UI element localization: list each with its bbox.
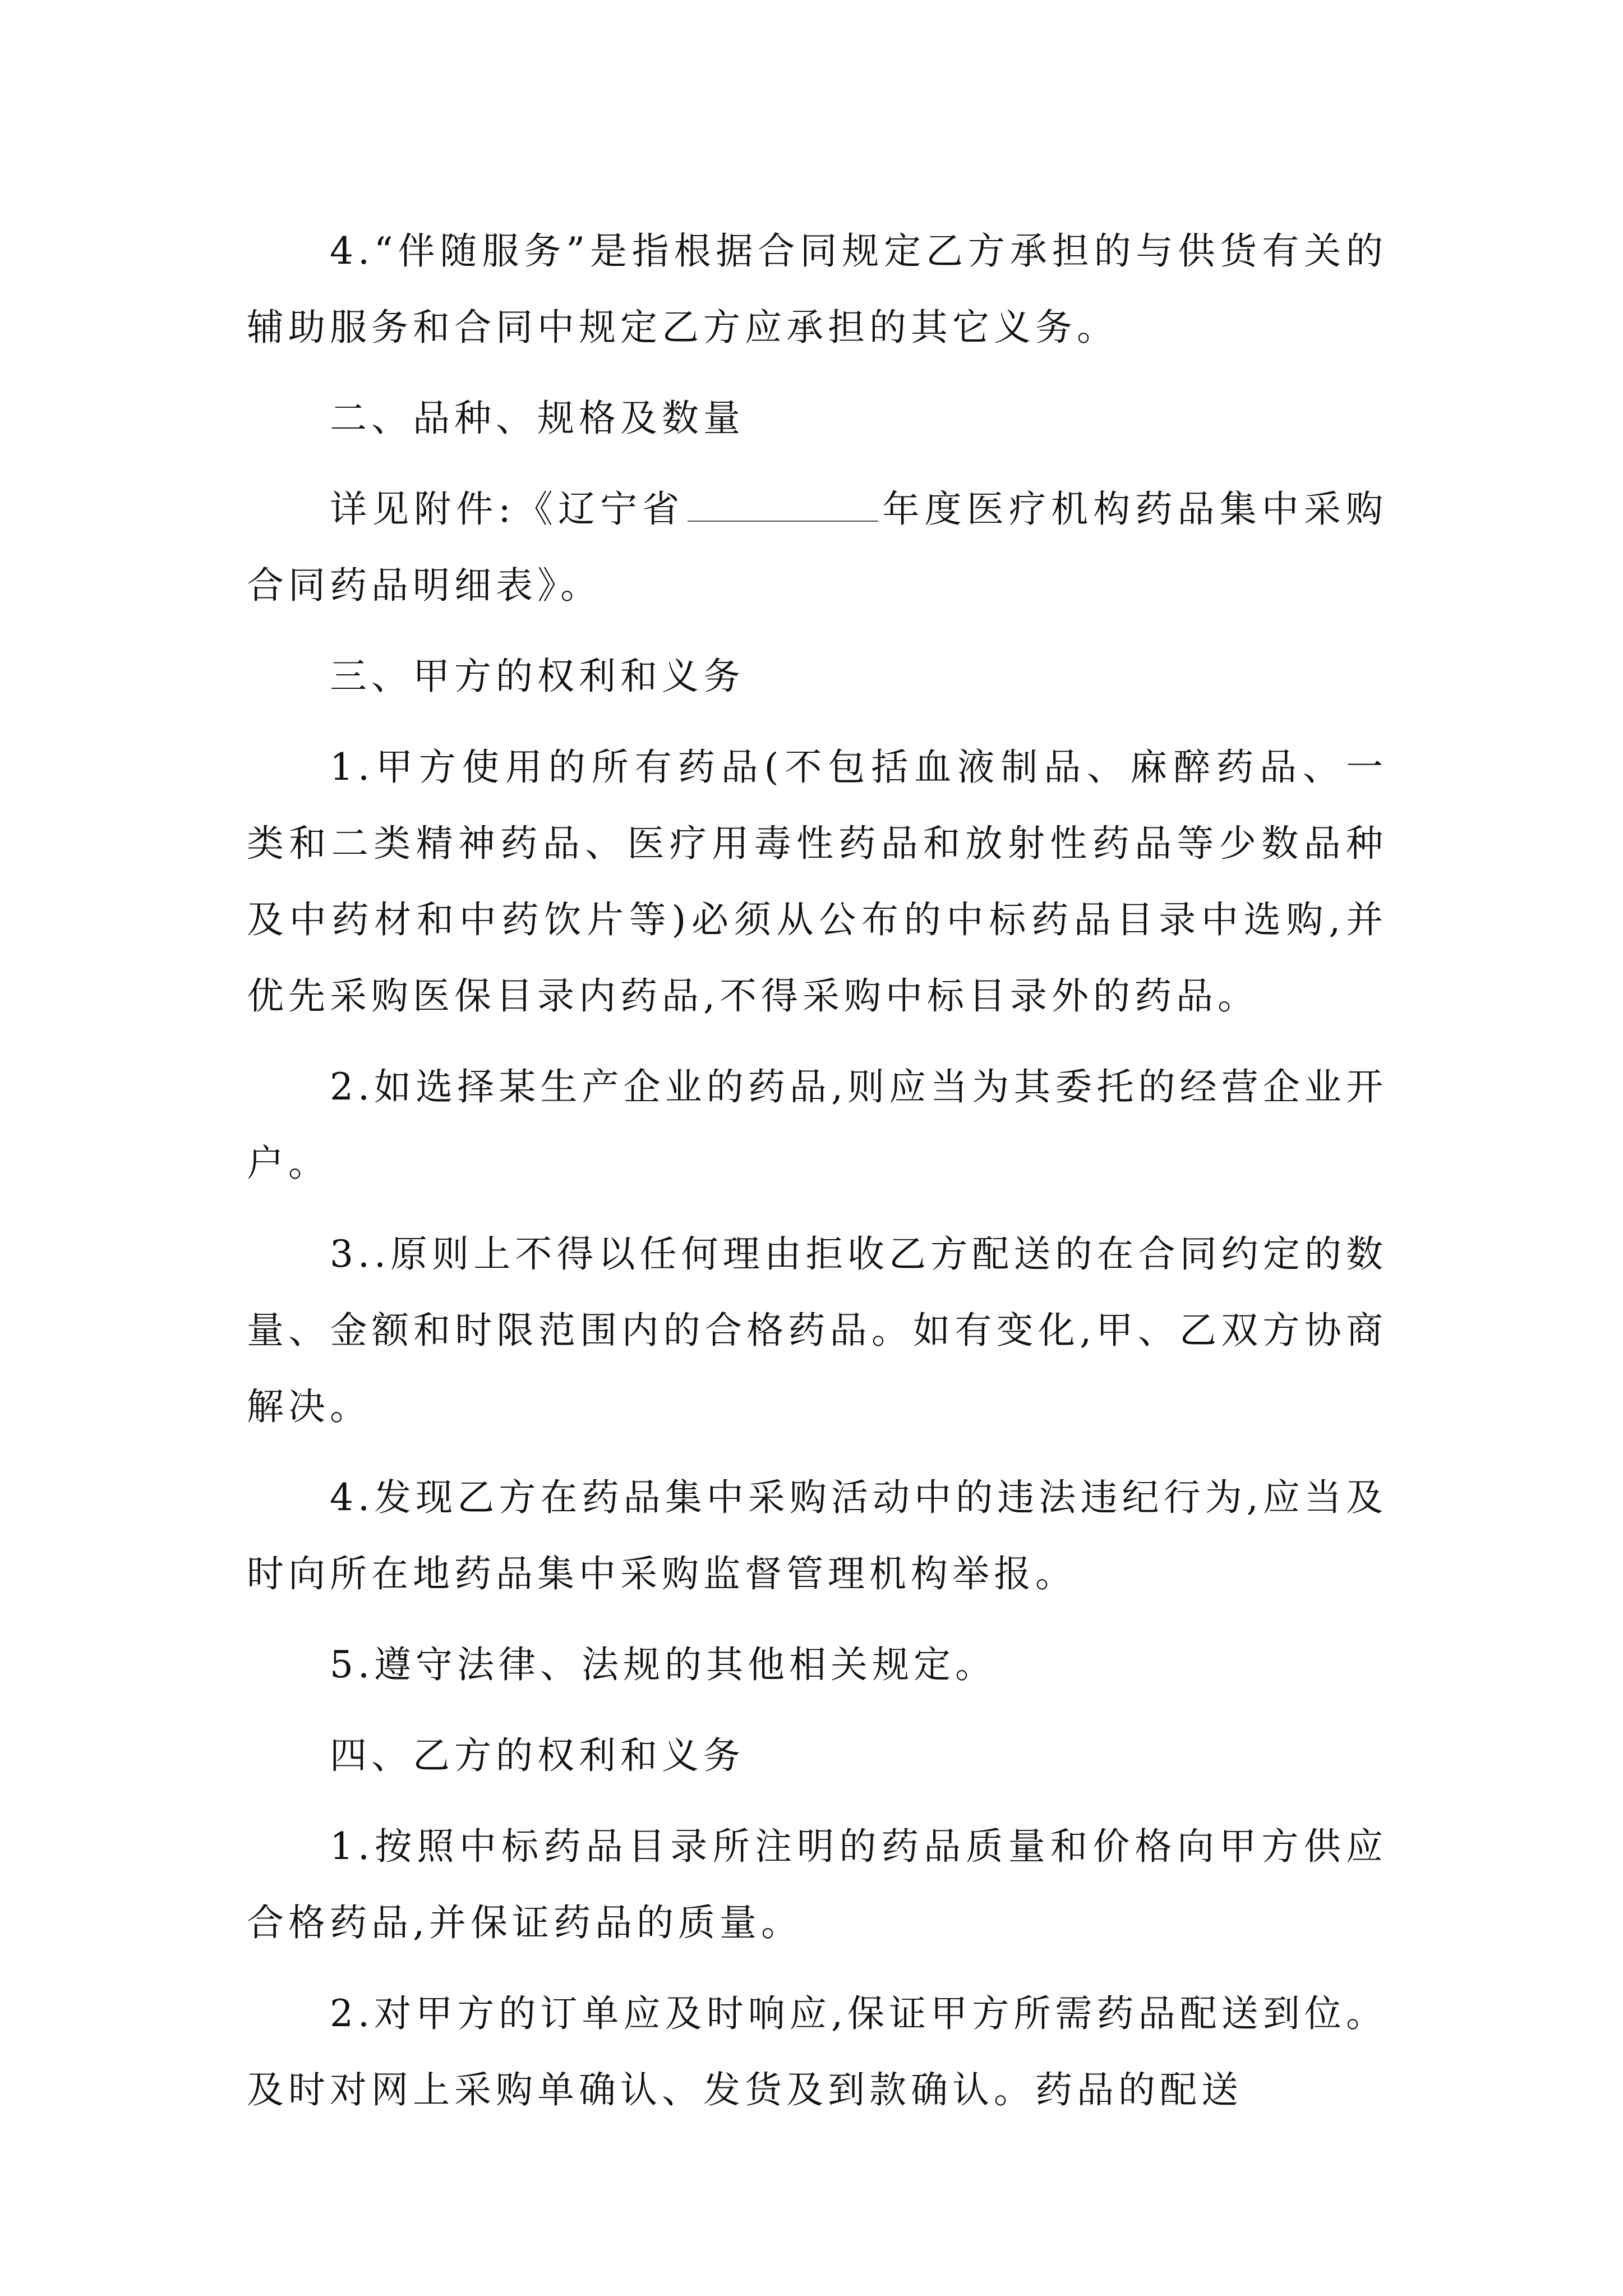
year-blank-line <box>688 516 878 522</box>
attachment-text-before: 详见附件:《辽宁省 <box>330 487 685 531</box>
paragraph-party-a-item-4: 4.发现乙方在药品集中采购活动中的违法违纪行为,应当及时向所在地药品集中采购监督管理机构举报。 <box>247 1476 1387 1595</box>
paragraph-accompanying-services: 4.“伴随服务”是指根据合同规定乙方承担的与供货有关的辅助服务和合同中规定乙方应承担的其它义务。 <box>247 229 1387 349</box>
paragraph-party-a-item-1: 1.甲方使用的所有药品(不包括血液制品、麻醉药品、一类和二类精神药品、医疗用毒性药品和放射性药品等少数品种及中药材和中药饮片等)必须从公布的中标药品目录中选购,并优先采购医保目录内药品,不得采购中标目录外的药品。 <box>247 746 1387 1018</box>
paragraph-party-a-item-5: 5.遵守法律、法规的其他相关规定。 <box>330 1643 997 1686</box>
paragraph-party-b-item-2: 2.对甲方的订单应及时响应,保证甲方所需药品配送到位。及时对网上采购单确认、发货及到款确认。药品的配送 <box>247 1992 1387 2111</box>
attachment-text-after: 年度医疗机构药品集中采购合同药品明细表》。 <box>247 487 1387 607</box>
section-heading-party-a-rights: 三、甲方的权利和义务 <box>330 655 745 698</box>
document-body <box>247 213 1387 2128</box>
section-heading-party-b-rights: 四、乙方的权利和义务 <box>330 1734 745 1777</box>
paragraph-party-b-item-1: 1.按照中标药品目录所注明的药品质量和价格向甲方供应合格药品,并保证药品的质量。 <box>247 1825 1387 1944</box>
paragraph-party-a-item-3: 3..原则上不得以任何理由拒收乙方配送的在合同约定的数量、金额和时限范围内的合格药品。如有变化,甲、乙双方协商解决。 <box>247 1232 1387 1428</box>
paragraph-attachment-reference <box>247 471 1387 624</box>
section-heading-variety-spec-quantity: 二、品种、规格及数量 <box>330 397 745 440</box>
paragraph-party-a-item-2: 2.如选择某生产企业的药品,则应当为其委托的经营企业开户。 <box>247 1065 1387 1185</box>
